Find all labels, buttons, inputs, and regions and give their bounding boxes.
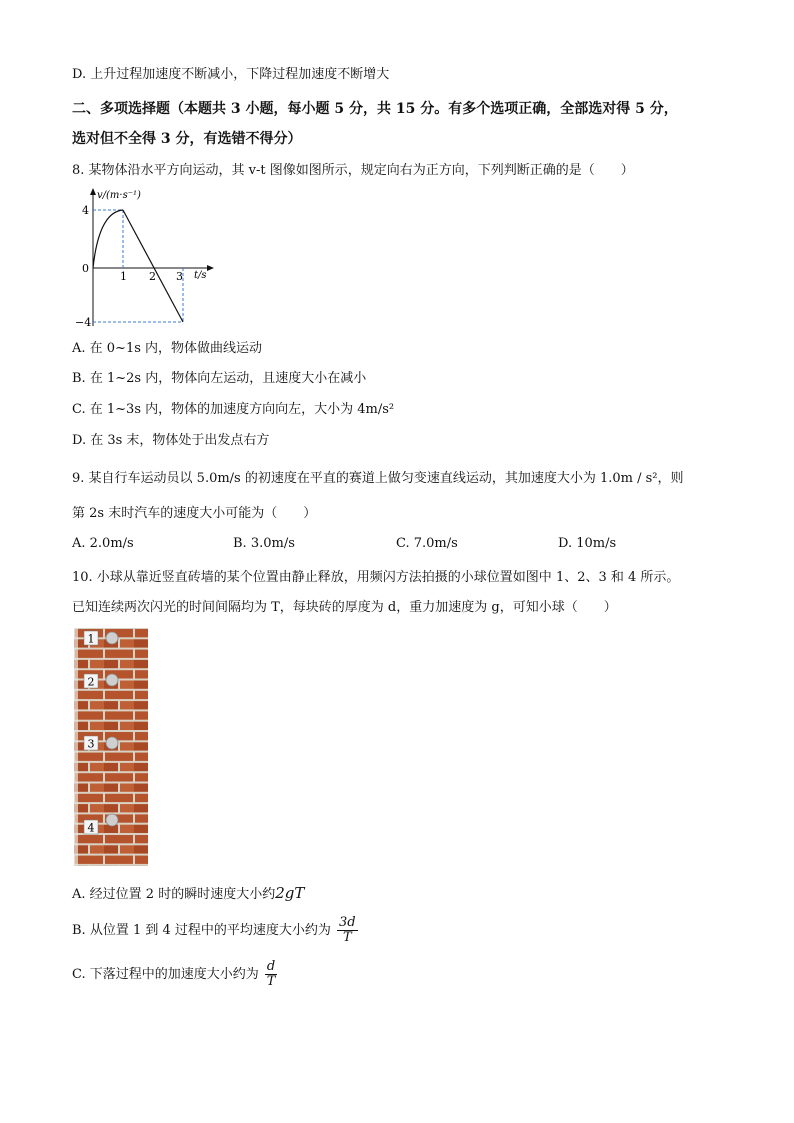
prev-option-d: D. 上升过程加速度不断减小，下降过程加速度不断增大 bbox=[72, 67, 390, 82]
q9-option-b: B. 3.0m/s bbox=[233, 536, 295, 551]
q10-option-b-denominator: T bbox=[342, 930, 352, 945]
ball-4 bbox=[106, 814, 118, 826]
y-tick-neg4: −4 bbox=[75, 316, 92, 329]
x-axis-label: t/s bbox=[194, 270, 207, 281]
position-1-label: 1 bbox=[87, 632, 95, 646]
q8-option-d: D. 在 3s 末，物体处于出发点右方 bbox=[72, 433, 270, 448]
q10-stem-2: 已知连续两次闪光的时间间隔均为 T，每块砖的厚度为 d，重力加速度为 g，可知小球（ ） bbox=[72, 600, 617, 615]
q10-stem-1: 10. 小球从靠近竖直砖墙的某个位置由静止释放，用频闪方法拍摄的小球位置如图中 1、2、3 和 4 所示。 bbox=[72, 570, 680, 585]
y-tick-0: 0 bbox=[82, 262, 89, 275]
y-axis-arrow bbox=[90, 188, 96, 195]
x-axis-arrow bbox=[207, 265, 214, 271]
q10-option-a-text: A. 经过位置 2 时的瞬时速度大小约 bbox=[72, 887, 276, 902]
section-heading-line-2: 选对但不全得 3 分，有选错不得分） bbox=[72, 131, 302, 147]
q10-option-c bbox=[72, 960, 277, 989]
q10-option-a-expr: 2gT bbox=[275, 884, 305, 902]
q10-option-b-text: B. 从位置 1 到 4 过程中的平均速度大小约为 bbox=[72, 923, 331, 938]
q9-stem-1: 9. 某自行车运动员以 5.0m/s 的初速度在平直的赛道上做匀变速直线运动，其加速度大小为 1.0m / s²，则 bbox=[72, 471, 684, 486]
x-tick-2: 2 bbox=[149, 270, 156, 283]
q8-option-a: A. 在 0~1s 内，物体做曲线运动 bbox=[72, 341, 263, 356]
vt-graph bbox=[72, 186, 222, 332]
q9-option-d: D. 10m/s bbox=[558, 536, 617, 551]
ball-1 bbox=[106, 632, 118, 644]
q10-option-c-text: C. 下落过程中的加速度大小约为 bbox=[72, 967, 259, 982]
position-3-label: 3 bbox=[87, 737, 95, 751]
ball-2 bbox=[106, 674, 118, 686]
q8-stem: 8. 某物体沿水平方向运动，其 v-t 图像如图所示，规定向右为正方向，下列判断正确的是（ ） bbox=[72, 163, 634, 178]
x-tick-3: 3 bbox=[176, 270, 183, 283]
x-tick-1: 1 bbox=[120, 270, 127, 283]
q9-stem-2: 第 2s 末时汽车的速度大小可能为（ ） bbox=[72, 506, 317, 521]
q10-option-c-denominator: T bbox=[266, 974, 276, 989]
position-2-label: 2 bbox=[87, 675, 95, 689]
brick-wall-photo bbox=[74, 628, 148, 866]
q10-option-c-numerator: d bbox=[266, 959, 276, 974]
q8-option-c: C. 在 1~3s 内，物体的加速度方向向左，大小为 4m/s² bbox=[72, 402, 395, 417]
q9-option-c: C. 7.0m/s bbox=[396, 536, 458, 551]
vt-line bbox=[123, 210, 183, 322]
q10-option-b bbox=[72, 916, 358, 945]
q10-option-b-numerator: 3d bbox=[339, 915, 356, 930]
q8-option-b: B. 在 1~2s 内，物体向左运动，且速度大小在减小 bbox=[72, 371, 367, 386]
position-4-label: 4 bbox=[87, 821, 95, 835]
section-heading-line-1: 二、多项选择题（本题共 3 小题，每小题 5 分，共 15 分。有多个选项正确，全部选对得 5 分， bbox=[72, 101, 678, 117]
vt-curve bbox=[93, 210, 123, 268]
q10-option-a bbox=[72, 884, 304, 904]
y-tick-4: 4 bbox=[82, 204, 89, 217]
q10-option-c-fraction bbox=[265, 960, 277, 989]
q9-option-a: A. 2.0m/s bbox=[72, 536, 134, 551]
q10-option-b-fraction bbox=[337, 916, 358, 945]
y-axis-label: v/(m·s⁻¹) bbox=[97, 190, 141, 201]
ball-3 bbox=[106, 737, 118, 749]
